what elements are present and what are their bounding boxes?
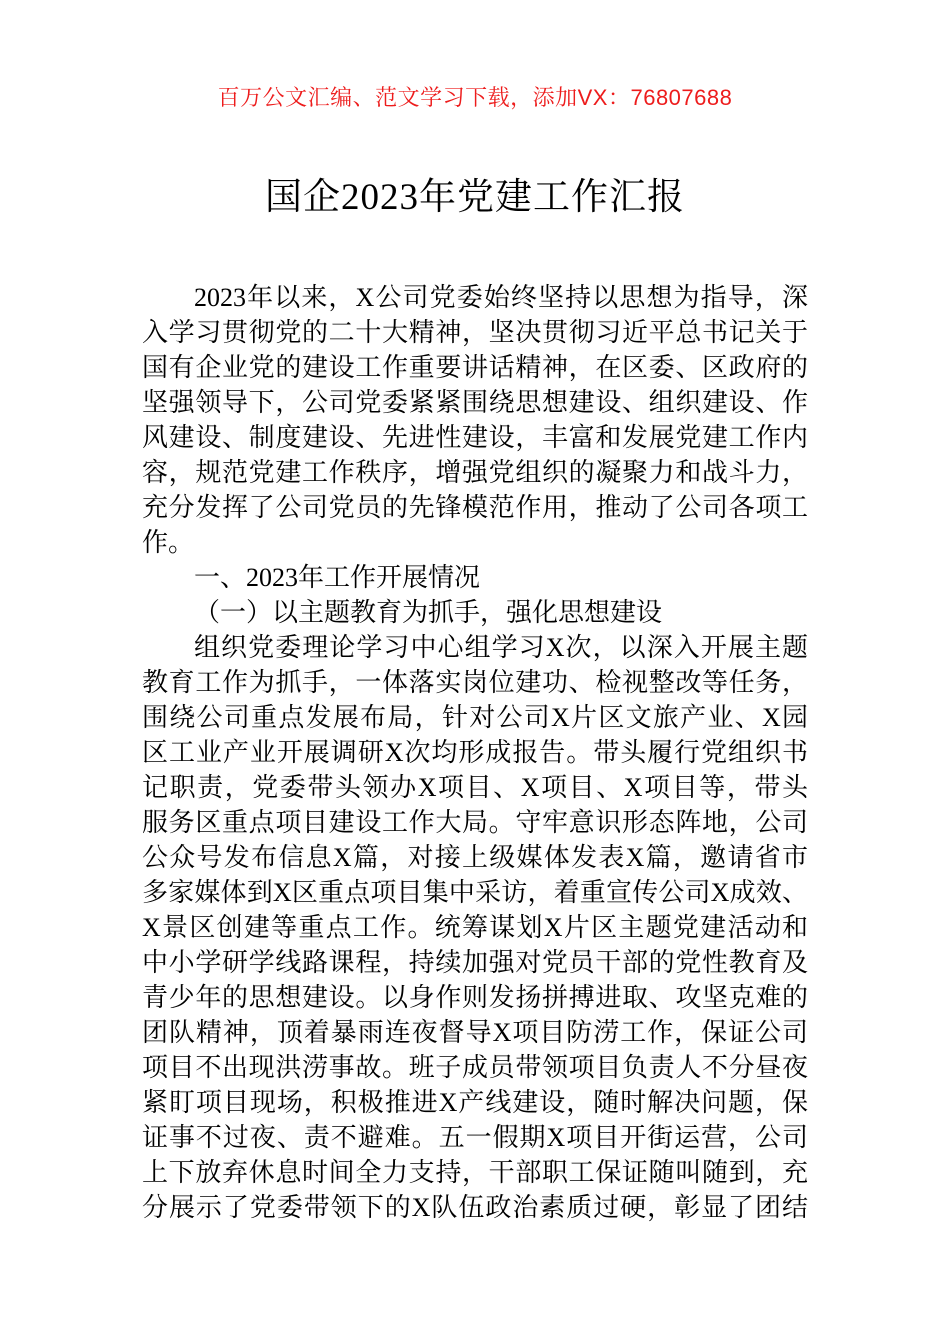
document-body	[142, 280, 808, 1225]
body-paragraph-line: 团队精神，顶着暴雨连夜督导X项目防涝工作，保证公司	[142, 1018, 808, 1047]
intro-paragraph-line: 作。	[142, 528, 195, 557]
body-paragraph-line: 围绕公司重点发展布局，针对公司X片区文旅产业、X园	[142, 703, 808, 732]
body-paragraph-line: 多家媒体到X区重点项目集中采访，着重宣传公司X成效、	[142, 878, 808, 907]
intro-paragraph-line: 容，规范党建工作秩序，增强党组织的凝聚力和战斗力，	[142, 458, 808, 487]
body-paragraph-line: 区工业产业开展调研X次均形成报告。带头履行党组织书	[142, 738, 808, 767]
body-paragraph-line: 青少年的思想建设。以身作则发扬拼搏进取、攻坚克难的	[142, 983, 808, 1012]
intro-paragraph-line: 入学习贯彻党的二十大精神，坚决贯彻习近平总书记关于	[142, 318, 808, 347]
subsection-heading-line: （一）以主题教育为抓手，强化思想建设	[194, 598, 663, 627]
body-paragraph-line: 服务区重点项目建设工作大局。守牢意识形态阵地，公司	[142, 808, 808, 837]
intro-paragraph-line: 2023年以来，X公司党委始终坚持以思想为指导，深	[194, 283, 808, 312]
promo-notice: 百万公文汇编、范文学习下载，添加VX：76807688	[217, 85, 733, 110]
body-paragraph-line: 上下放弃休息时间全力支持，干部职工保证随叫随到，充	[142, 1158, 808, 1187]
intro-paragraph-line: 国有企业党的建设工作重要讲话精神，在区委、区政府的	[142, 353, 808, 382]
body-paragraph-line: 教育工作为抓手，一体落实岗位建功、检视整改等任务，	[142, 668, 808, 697]
intro-paragraph-line: 坚强领导下，公司党委紧紧围绕思想建设、组织建设、作	[142, 388, 808, 417]
body-paragraph-line: 证事不过夜、责不避难。五一假期X项目开街运营，公司	[142, 1123, 808, 1152]
body-paragraph-line: 紧盯项目现场，积极推进X产线建设，随时解决问题，保	[142, 1088, 808, 1117]
body-paragraph-line: X景区创建等重点工作。统筹谋划X片区主题党建活动和	[142, 913, 808, 942]
body-paragraph-line: 公众号发布信息X篇，对接上级媒体发表X篇，邀请省市	[142, 843, 808, 872]
body-paragraph-line: 记职责，党委带头领办X项目、X项目、X项目等，带头	[142, 773, 808, 802]
body-paragraph-line: 分展示了党委带领下的X队伍政治素质过硬，彰显了团结	[142, 1193, 808, 1222]
document-title: 国企2023年党建工作汇报	[265, 177, 685, 218]
body-paragraph-line: 组织党委理论学习中心组学习X次，以深入开展主题	[194, 633, 808, 662]
intro-paragraph-line: 风建设、制度建设、先进性建设，丰富和发展党建工作内	[142, 423, 808, 452]
body-paragraph-line: 项目不出现洪涝事故。班子成员带领项目负责人不分昼夜	[142, 1053, 808, 1082]
body-paragraph-line: 中小学研学线路课程，持续加强对党员干部的党性教育及	[142, 948, 808, 977]
section-heading-line: 一、2023年工作开展情况	[194, 563, 481, 592]
intro-paragraph-line: 充分发挥了公司党员的先锋模范作用，推动了公司各项工	[142, 493, 808, 522]
